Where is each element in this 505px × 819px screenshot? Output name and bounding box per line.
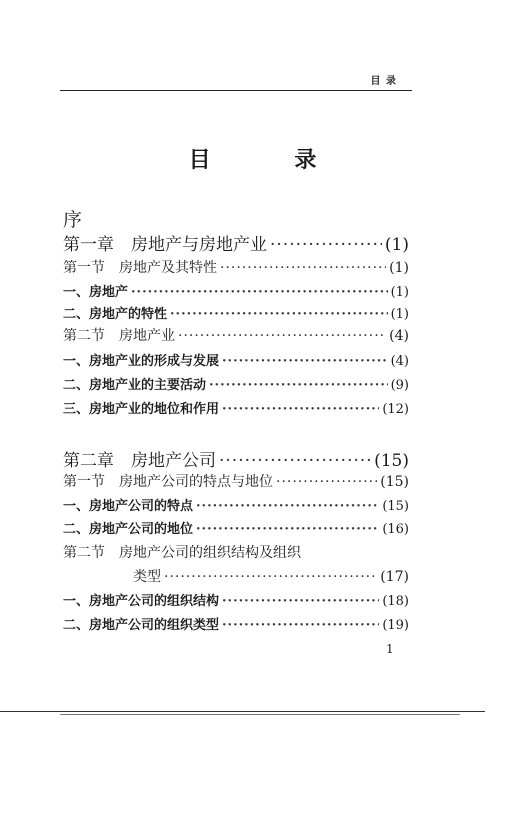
toc-entry-item[interactable] <box>63 374 409 393</box>
toc-entry-label: 第二章 房地产公司 <box>63 451 216 471</box>
toc-entry-page: (19) <box>382 618 409 633</box>
page-title: 目 录 <box>188 148 355 173</box>
dot-leader <box>219 451 371 471</box>
dot-leader <box>170 307 388 322</box>
toc-entry-page: (1) <box>390 307 409 322</box>
dot-leader <box>178 328 386 344</box>
toc-entry-item[interactable] <box>63 614 409 633</box>
toc-entry-item[interactable] <box>63 398 409 417</box>
toc-entry-page: (15) <box>374 451 409 471</box>
toc-entry-page: (17) <box>380 569 409 585</box>
dot-leader <box>196 499 379 514</box>
toc-entry-page: (1) <box>389 260 409 276</box>
dot-leader <box>131 285 388 300</box>
toc-entry-label: 第一节 房地产及其特性 <box>63 260 217 276</box>
page-edge-rule <box>0 711 485 712</box>
toc-entry-item[interactable] <box>63 350 409 369</box>
dot-leader <box>270 235 382 255</box>
toc-entry-item[interactable] <box>63 495 409 514</box>
toc-entry-label: 一、房地产公司的组织结构 <box>63 594 220 609</box>
toc-entry-section[interactable] <box>63 325 409 345</box>
toc-entry-label: 第一节 房地产公司的特点与地位 <box>63 474 273 490</box>
toc-entry-page: (1) <box>384 235 409 255</box>
dot-leader <box>164 569 377 585</box>
toc-entry-section[interactable] <box>63 542 409 562</box>
dot-leader <box>196 522 379 537</box>
running-head: 目 录 <box>370 76 397 87</box>
toc-entry-page: (18) <box>382 594 409 609</box>
page-edge-rule-secondary <box>60 714 460 715</box>
toc-entry-label: 第一章 房地产与房地产业 <box>63 235 267 255</box>
toc-entry-label: 类型 <box>133 569 161 585</box>
toc-entry-label: 二、房地产业的主要活动 <box>63 378 207 393</box>
page-number: 1 <box>386 642 394 656</box>
toc-entry-page: (9) <box>390 378 409 393</box>
toc-entry-page: (1) <box>390 285 409 300</box>
dot-leader <box>209 378 388 393</box>
dot-leader <box>222 618 379 633</box>
toc-entry-label: 二、房地产公司的地位 <box>63 522 194 537</box>
toc-entry-page: (4) <box>390 354 409 369</box>
toc-entry-page: (4) <box>389 328 409 344</box>
toc-entry-section[interactable] <box>63 471 409 491</box>
toc-entry-page: (15) <box>382 499 409 514</box>
toc-entry-item[interactable] <box>63 590 409 609</box>
toc-entry-section[interactable] <box>63 257 409 277</box>
toc-entry-label: 第二节 房地产公司的组织结构及组织 <box>63 545 301 561</box>
toc-entry-item[interactable] <box>63 281 409 300</box>
toc-entry-item[interactable] <box>63 518 409 537</box>
dot-leader <box>222 354 388 369</box>
toc-entry-label: 二、房地产公司的组织类型 <box>63 618 220 633</box>
toc-entry-label: 第二节 房地产业 <box>63 328 175 344</box>
toc-entry-preface[interactable] <box>63 205 409 232</box>
toc-entry-label: 三、房地产业的地位和作用 <box>63 402 220 417</box>
dot-leader <box>220 260 386 276</box>
toc-entry-page: (12) <box>382 402 409 417</box>
toc-entry-label: 一、房地产公司的特点 <box>63 499 194 514</box>
toc-entry-page: (16) <box>382 522 409 537</box>
toc-entry-label: 序 <box>63 209 83 231</box>
toc-entry-chapter[interactable] <box>63 446 409 471</box>
dot-leader <box>276 474 377 490</box>
toc-entry-label: 一、房地产 <box>63 285 129 300</box>
dot-leader <box>222 402 379 417</box>
toc-entry-label: 一、房地产业的形成与发展 <box>63 354 220 369</box>
toc-entry-page: (15) <box>380 474 409 490</box>
toc-entry-item[interactable] <box>63 303 409 322</box>
header-rule <box>60 90 412 91</box>
dot-leader <box>222 594 379 609</box>
toc-entry-section-continued[interactable] <box>63 566 409 586</box>
toc-entry-label: 二、房地产的特性 <box>63 307 168 322</box>
toc-entry-chapter[interactable] <box>63 230 409 255</box>
